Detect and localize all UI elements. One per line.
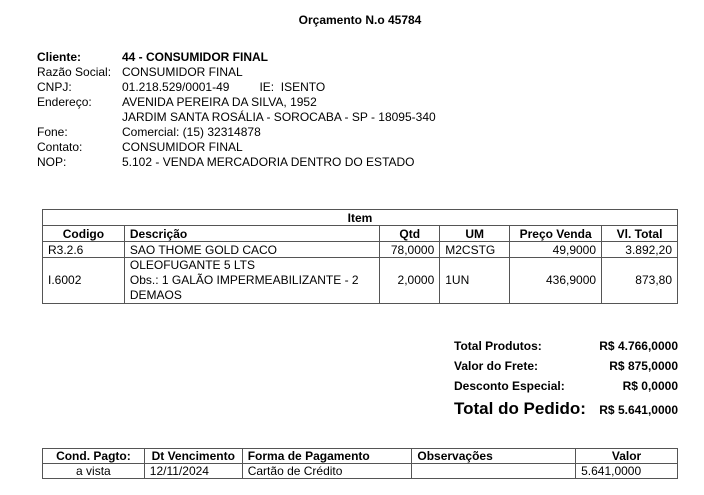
- col-um: UM: [440, 226, 510, 242]
- endereco-row-2: [37, 110, 436, 125]
- item-qtd: 2,0000: [380, 258, 440, 304]
- total-pedido-row: [454, 396, 678, 422]
- item-um: M2CSTG: [440, 242, 510, 258]
- razao-row: [37, 65, 436, 80]
- item-codigo: R3.2.6: [43, 242, 125, 258]
- document-title: Orçamento N.o 45784: [298, 13, 422, 27]
- cnpj-value: 01.218.529/0001-49: [122, 80, 230, 94]
- col-forma: Forma de Pagamento: [242, 449, 412, 464]
- pay-vencimento: 12/11/2024: [144, 464, 242, 479]
- nop-value: 5.102 - VENDA MERCADORIA DENTRO DO ESTADO: [122, 155, 415, 169]
- col-descricao: Descrição: [124, 226, 379, 242]
- desconto-value: R$ 0,0000: [622, 379, 678, 393]
- cnpj-label: CNPJ:: [37, 80, 72, 94]
- item-descricao: SAO THOME GOLD CACO: [124, 242, 379, 258]
- contato-label: Contato:: [37, 140, 83, 154]
- payment-table: [42, 448, 678, 479]
- ie-label: IE:: [259, 80, 275, 94]
- razao-value: CONSUMIDOR FINAL: [122, 65, 243, 79]
- fone-value: Comercial: (15) 32314878: [122, 125, 261, 139]
- contato-value: CONSUMIDOR FINAL: [122, 140, 243, 154]
- table-row: [43, 242, 678, 258]
- col-cond-pagto: Cond. Pagto:: [43, 449, 145, 464]
- total-pedido-label: Total do Pedido:: [454, 399, 586, 418]
- endereco-line2: JARDIM SANTA ROSÁLIA - SOROCABA - SP - 18095-340: [122, 110, 436, 124]
- nop-label: NOP:: [37, 155, 67, 169]
- item-total: 3.892,20: [602, 242, 678, 258]
- customer-info: [37, 50, 436, 170]
- fone-label: Fone:: [37, 125, 68, 139]
- item-preco: 49,9000: [510, 242, 602, 258]
- item-preco: 436,9000: [510, 258, 602, 304]
- col-total: Vl. Total: [602, 226, 678, 242]
- item-descricao: OLEOFUGANTE 5 LTS: [129, 258, 255, 272]
- total-produtos-row: [454, 336, 678, 356]
- table-row: [43, 464, 678, 479]
- fone-row: [37, 125, 436, 140]
- cnpj-row: [37, 80, 436, 95]
- desconto-row: [454, 376, 678, 396]
- item-qtd: 78,0000: [380, 242, 440, 258]
- col-codigo: Codigo: [43, 226, 125, 242]
- item-descricao-cell: [124, 258, 379, 304]
- item-obs: Obs.: 1 GALÃO IMPERMEABILIZANTE - 2 DEMAOS: [129, 273, 359, 302]
- col-observacoes: Observações: [412, 449, 576, 464]
- pay-cond: a vista: [43, 464, 145, 479]
- col-valor: Valor: [576, 449, 678, 464]
- endereco-line1: AVENIDA PEREIRA DA SILVA, 1952: [122, 95, 317, 109]
- item-codigo: I.6002: [43, 258, 125, 304]
- valor-frete-label: Valor do Frete:: [454, 359, 539, 373]
- table-row: [43, 258, 678, 304]
- col-vencimento: Dt Vencimento: [144, 449, 242, 464]
- total-produtos-label: Total Produtos:: [454, 339, 542, 353]
- valor-frete-row: [454, 356, 678, 376]
- cliente-row: [37, 50, 436, 65]
- col-qtd: Qtd: [380, 226, 440, 242]
- items-section-title: Item: [43, 210, 678, 226]
- totals-block: [454, 336, 678, 422]
- items-table: [42, 209, 678, 304]
- ie-value: ISENTO: [280, 80, 326, 94]
- col-preco: Preço Venda: [510, 226, 602, 242]
- contato-row: [37, 140, 436, 155]
- total-produtos-value: R$ 4.766,0000: [599, 339, 678, 353]
- cliente-label: Cliente:: [37, 50, 82, 64]
- pay-forma: Cartão de Crédito: [242, 464, 412, 479]
- valor-frete-value: R$ 875,0000: [609, 359, 678, 373]
- endereco-row: [37, 95, 436, 110]
- nop-row: [37, 155, 436, 170]
- item-um: 1UN: [440, 258, 510, 304]
- item-total: 873,80: [602, 258, 678, 304]
- pay-valor: 5.641,0000: [576, 464, 678, 479]
- total-pedido-value: R$ 5.641,0000: [599, 403, 678, 417]
- endereco-label: Endereço:: [37, 95, 92, 109]
- razao-label: Razão Social:: [37, 65, 112, 79]
- desconto-label: Desconto Especial:: [454, 379, 565, 393]
- cliente-value: 44 - CONSUMIDOR FINAL: [122, 50, 269, 64]
- pay-obs: [412, 464, 576, 479]
